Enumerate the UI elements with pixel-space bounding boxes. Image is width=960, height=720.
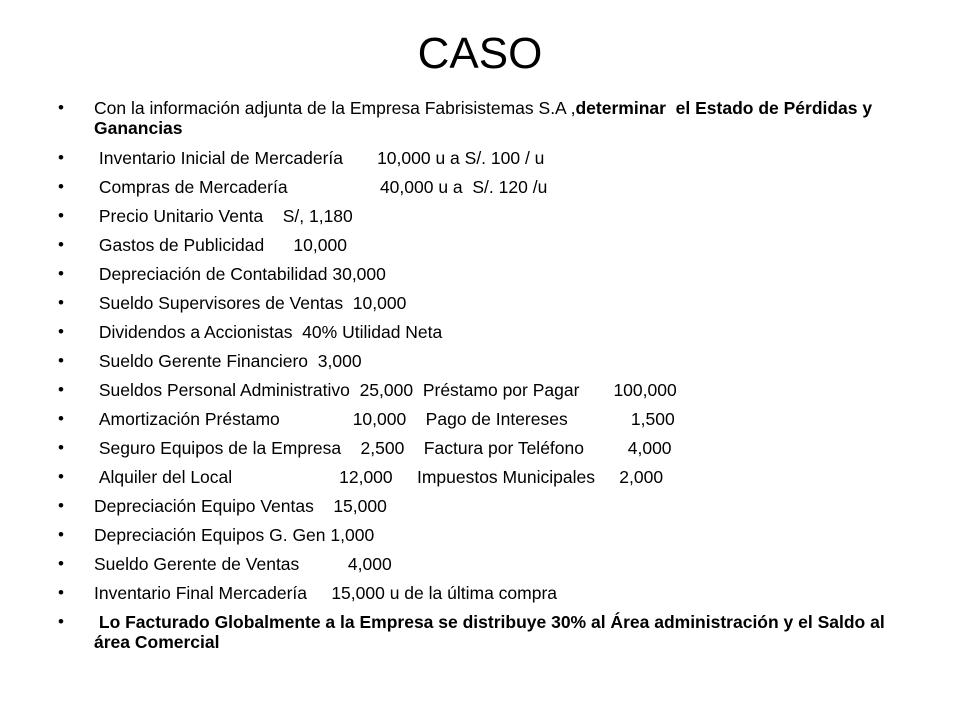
list-item-text: Con la información adjunta de la Empresa Fabrisistemas S.A , xyxy=(94,98,576,118)
list-item xyxy=(58,525,920,545)
bullet-icon: • xyxy=(58,409,64,428)
bullet-icon: • xyxy=(58,438,64,457)
list-item-text: Sueldo Gerente Financiero 3,000 xyxy=(94,351,362,371)
list-item-text: Depreciación de Contabilidad 30,000 xyxy=(94,264,386,284)
list-item-text: Sueldo Gerente de Ventas 4,000 xyxy=(94,554,392,574)
list-item xyxy=(58,206,920,226)
bullet-icon: • xyxy=(58,235,64,254)
list-item-text: Inventario Inicial de Mercadería 10,000 u a S/. 100 / u xyxy=(94,148,545,168)
list-item-text: Depreciación Equipo Ventas 15,000 xyxy=(94,496,387,516)
list-item-text: Amortización Préstamo 10,000 Pago de Intereses 1,500 xyxy=(94,409,675,429)
bullet-icon: • xyxy=(58,583,64,602)
list-item-text: Sueldos Personal Administrativo 25,000 Préstamo por Pagar 100,000 xyxy=(94,380,677,400)
list-item xyxy=(58,438,920,458)
list-item-text: Gastos de Publicidad 10,000 xyxy=(94,235,347,255)
list-item-text: Alquiler del Local 12,000 Impuestos Municipales 2,000 xyxy=(94,467,664,487)
list-item-text: Inventario Final Mercadería 15,000 u de la última compra xyxy=(94,583,558,603)
bullet-icon: • xyxy=(58,554,64,573)
bullet-icon: • xyxy=(58,525,64,544)
list-item xyxy=(58,264,920,284)
list-item xyxy=(58,293,920,313)
list-item-text: Sueldo Supervisores de Ventas 10,000 xyxy=(94,293,407,313)
bullet-icon: • xyxy=(58,293,64,312)
bullet-icon: • xyxy=(58,496,64,515)
slide-title: CASO xyxy=(417,29,543,78)
bullet-icon: • xyxy=(58,380,64,399)
list-item xyxy=(58,467,920,487)
list-item-bold-text: Lo Facturado Globalmente a la Empresa se distribuye 30% al Área administración y el Saldo al área Comercial xyxy=(94,612,890,652)
list-item-text: Seguro Equipos de la Empresa 2,500 Factura por Teléfono 4,000 xyxy=(94,438,672,458)
list-item-bold-text: determinar el Estado de Pérdidas y Ganancias xyxy=(94,98,877,138)
bullet-icon: • xyxy=(58,467,64,486)
list-item-text: Precio Unitario Venta S/, 1,180 xyxy=(94,206,353,226)
list-item xyxy=(58,148,920,168)
bullet-icon: • xyxy=(58,351,64,370)
list-item xyxy=(58,583,920,603)
bullet-icon: • xyxy=(58,206,64,225)
list-item xyxy=(58,496,920,516)
bullet-icon: • xyxy=(58,98,64,117)
list-item-text: Compras de Mercadería 40,000 u a S/. 120 /u xyxy=(94,177,548,197)
list-item xyxy=(58,409,920,429)
list-item xyxy=(58,177,920,197)
list-item xyxy=(58,554,920,574)
list-item xyxy=(58,98,920,138)
list-item xyxy=(58,612,920,652)
list-item xyxy=(58,235,920,255)
bullet-icon: • xyxy=(58,612,64,631)
bullet-icon: • xyxy=(58,177,64,196)
slide-content xyxy=(58,98,920,662)
bullet-icon: • xyxy=(58,264,64,283)
list-item-text: Depreciación Equipos G. Gen 1,000 xyxy=(94,525,375,545)
bullet-icon: • xyxy=(58,148,64,167)
bullet-icon: • xyxy=(58,322,64,341)
list-item-text: Dividendos a Accionistas 40% Utilidad Neta xyxy=(94,322,443,342)
list-item xyxy=(58,322,920,342)
list-item xyxy=(58,351,920,371)
list-item xyxy=(58,380,920,400)
bullet-list xyxy=(58,98,920,652)
